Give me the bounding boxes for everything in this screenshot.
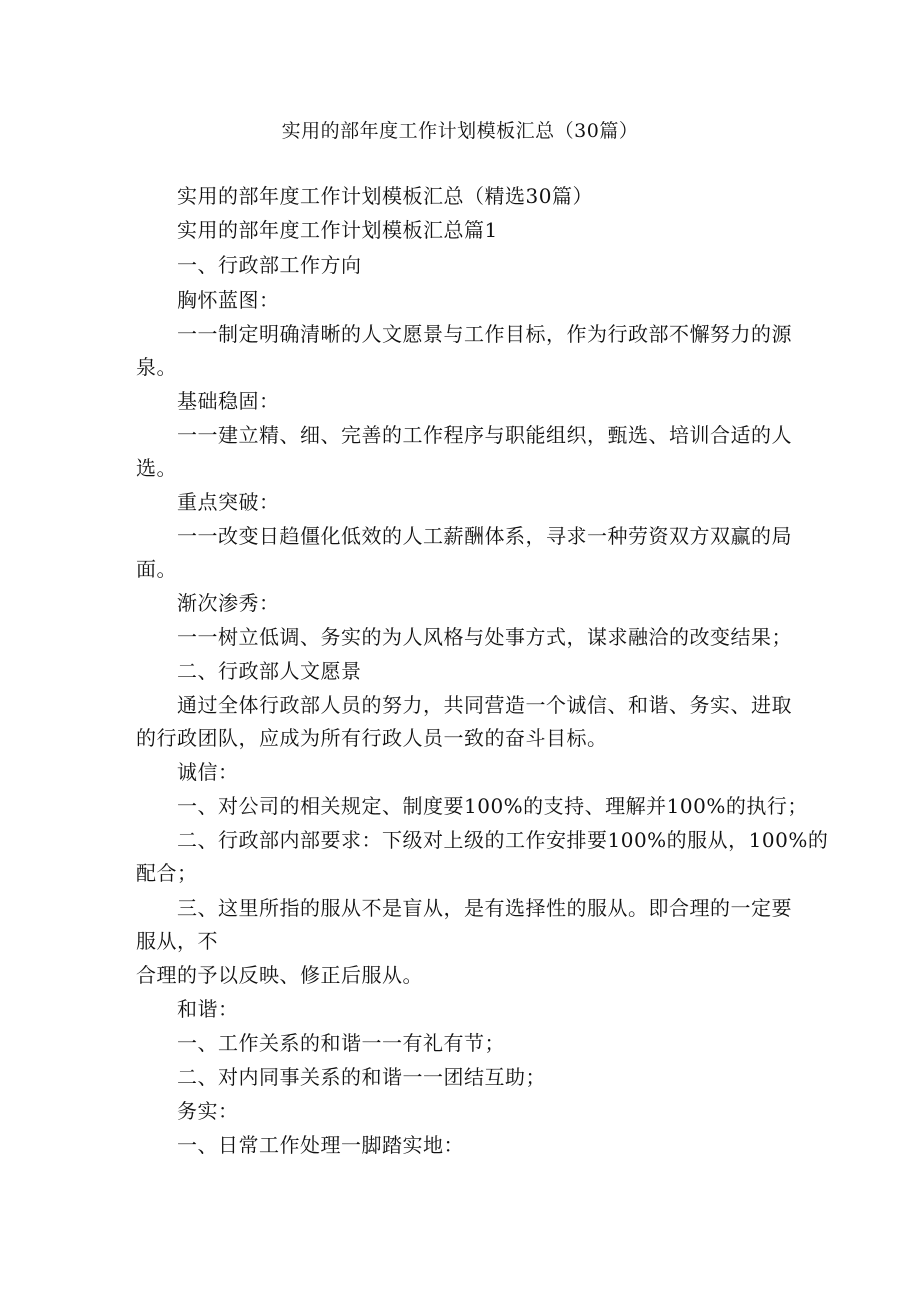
paragraph-line: 面。 <box>136 557 177 581</box>
section-heading: 实用的部年度工作计划模板汇总篇1 <box>177 218 498 242</box>
paragraph-line: 二、行政部内部要求：下级对上级的工作安排要100%的服从，100%的 <box>177 828 829 852</box>
paragraph-line: 一、日常工作处理一脚踏实地： <box>177 1133 464 1157</box>
paragraph-line: 选。 <box>136 456 177 480</box>
paragraph-line: 诚信： <box>177 760 239 784</box>
paragraph-line: 一一改变日趋僵化低效的人工薪酬体系，寻求一种劳资双方双赢的局 <box>177 524 792 548</box>
paragraph-line: 通过全体行政部人员的努力，共同营造一个诚信、和谐、务实、进取 <box>177 693 792 717</box>
subtitle: 实用的部年度工作计划模板汇总（精选30篇） <box>177 184 593 208</box>
paragraph-line: 二、行政部人文愿景 <box>177 659 362 683</box>
paragraph-line: 三、这里所指的服从不是盲从，是有选择性的服从。即合理的一定要 <box>177 896 792 920</box>
paragraph-line: 泉。 <box>136 355 177 379</box>
paragraph-line: 一、工作关系的和谐一一有礼有节； <box>177 1031 505 1055</box>
paragraph-line: 基础稳固： <box>177 389 280 413</box>
paragraph-line: 胸怀蓝图： <box>177 288 280 312</box>
paragraph-line: 合理的予以反映、修正后服从。 <box>136 963 423 987</box>
paragraph-line: 二、对内同事关系的和谐一一团结互助； <box>177 1065 546 1089</box>
paragraph-line: 的行政团队，应成为所有行政人员一致的奋斗目标。 <box>136 726 608 750</box>
paragraph-line: 配合； <box>136 861 198 885</box>
paragraph-line: 一一树立低调、务实的为人风格与处事方式，谋求融洽的改变结果； <box>177 625 792 649</box>
paragraph-line: 一、对公司的相关规定、制度要100%的支持、理解并100%的执行； <box>177 794 808 818</box>
paragraph-line: 重点突破： <box>177 490 280 514</box>
paragraph-line: 务实： <box>177 1099 239 1123</box>
document-title: 实用的部年度工作计划模板汇总（30篇） <box>281 120 639 142</box>
paragraph-line: 渐次渗秀： <box>177 591 280 615</box>
paragraph-line: 一、行政部工作方向 <box>177 253 362 277</box>
paragraph-line: 服从，不 <box>136 929 218 953</box>
paragraph-line: 和谐： <box>177 997 239 1021</box>
paragraph-line: 一一制定明确清晰的人文愿景与工作目标，作为行政部不懈努力的源 <box>177 322 792 346</box>
paragraph-line: 一一建立精、细、完善的工作程序与职能组织，甄选、培训合适的人 <box>177 423 792 447</box>
